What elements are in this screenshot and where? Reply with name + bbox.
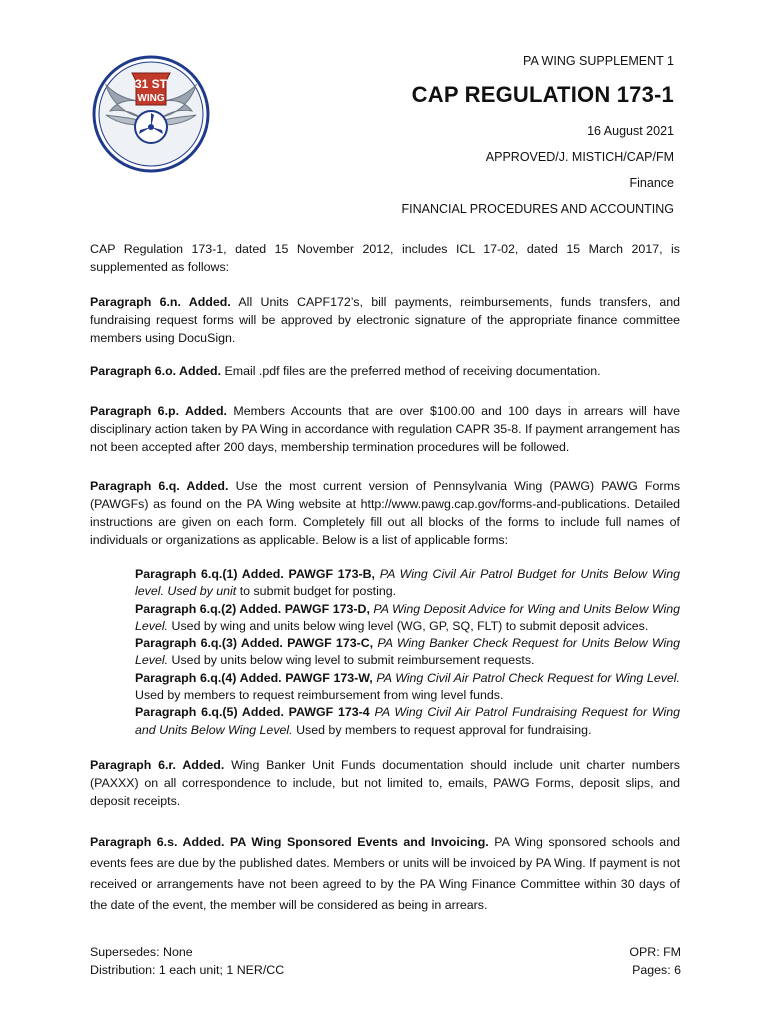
paragraph-label: Paragraph 6.n. Added. <box>90 295 231 309</box>
paragraph-label: Paragraph 6.o. Added. <box>90 364 222 378</box>
form-item-3: Paragraph 6.q.(3) Added. PAWGF 173-C, PA Wing Banker Check Request for Units Below Wing Level. Used by units below wing level to submit reimbursement requests. <box>135 636 680 668</box>
paragraph-6s <box>90 832 680 916</box>
form-item-4: Paragraph 6.q.(4) Added. PAWGF 173-W, PA Wing Civil Air Patrol Check Request for Wing Level. Used by members to request reimbursement from wing level funds. <box>135 670 680 703</box>
form-item-5: Paragraph 6.q.(5) Added. PAWGF 173-4 PA Wing Civil Air Patrol Fundraising Request for Wing and Units Below Wing Level. Used by members to request approval for fundraising. <box>135 705 680 737</box>
intro-paragraph: CAP Regulation 173-1, dated 15 November 2012, includes ICL 17-02, dated 15 March 2017, is supplemented as follows: <box>90 242 680 274</box>
category-label: Finance <box>629 176 674 190</box>
subject-line: FINANCIAL PROCEDURES AND ACCOUNTING <box>401 202 674 216</box>
paragraph-text: PA Wing sponsored schools and events fees are due by the published dates. Members or units will be invoiced by PA Wing. If payment is not received or arrangements have not been agreed to by the PA Wing Finance Committee within 30 days of the date of the event, the member will be considered as being in arrears. <box>90 835 681 912</box>
supplement-label: PA WING SUPPLEMENT 1 <box>523 54 674 68</box>
regulation-date: 16 August 2021 <box>587 124 674 138</box>
forms-list <box>135 566 680 739</box>
pages-label: Pages: 6 <box>632 963 681 977</box>
opr-label: OPR: FM <box>629 945 681 959</box>
paragraph-label: Paragraph 6.p. Added. <box>90 404 227 418</box>
wing-seal-icon <box>92 55 210 173</box>
paragraph-label: Paragraph 6.s. Added. PA Wing Sponsored Events and Invoicing. <box>90 835 489 849</box>
paragraph-6r <box>90 756 680 810</box>
paragraph-text: Use the most current version of Pennsylvania Wing (PAWG) PAWG Forms (PAWGFs) as found on the PA Wing website at http://www.pawg.cap.gov/forms-and-publications. Detailed instructions are given on each form. Completely fill out all blocks of the forms to include full names of individuals or organizations as applicable. Below is a list of applicable forms: <box>90 479 681 547</box>
svg-text:31 ST: 31 ST <box>134 77 168 91</box>
paragraph-6o <box>90 362 680 380</box>
footer-left <box>90 943 284 979</box>
distribution-label: Distribution: 1 each unit; 1 NER/CC <box>90 963 285 977</box>
paragraph-text: Email .pdf files are the preferred method of receiving documentation. <box>224 364 601 378</box>
paragraph-6p <box>90 402 680 456</box>
paragraph-text: Members Accounts that are over $100.00 and 100 days in arrears will have disciplinary action taken by PA Wing in accordance with regulation CAPR 35-8. If payment arrangement has not been accepted after 200 days, membership termination procedures will be followed. <box>90 404 681 454</box>
supersedes-label: Supersedes: None <box>90 945 193 959</box>
paragraph-text: All Units CAPF172’s, bill payments, reimbursements, funds transfers, and fundraising request forms will be approved by electronic signature of the appropriate finance committee members using DocuSign. <box>90 295 681 345</box>
approval-line: APPROVED/J. MISTICH/CAP/FM <box>485 150 674 164</box>
svg-text:WING: WING <box>137 93 165 104</box>
paragraph-text: Wing Banker Unit Funds documentation should include unit charter numbers (PAXXX) on all correspondence to include, but not limited to, emails, PAWG Forms, deposit slips, and deposit receipts. <box>90 758 680 808</box>
paragraph-label: Paragraph 6.r. Added. <box>90 758 225 772</box>
form-item-1: Paragraph 6.q.(1) Added. PAWGF 173-B, PA Wing Civil Air Patrol Budget for Units Below Wing level. Used by unit to submit budget for posting. <box>135 567 680 599</box>
regulation-title: CAP REGULATION 173-1 <box>411 82 674 107</box>
form-item-2: Paragraph 6.q.(2) Added. PAWGF 173-D, PA Wing Deposit Advice for Wing and Units Below Wing Level. Used by wing and units below wing level (WG, GP, SQ, FLT) to submit deposit advices. <box>135 601 680 633</box>
paragraph-6n <box>90 293 680 347</box>
footer-right <box>629 943 681 979</box>
paragraph-label: Paragraph 6.q. Added. <box>90 479 229 493</box>
paragraph-6q <box>90 477 680 549</box>
